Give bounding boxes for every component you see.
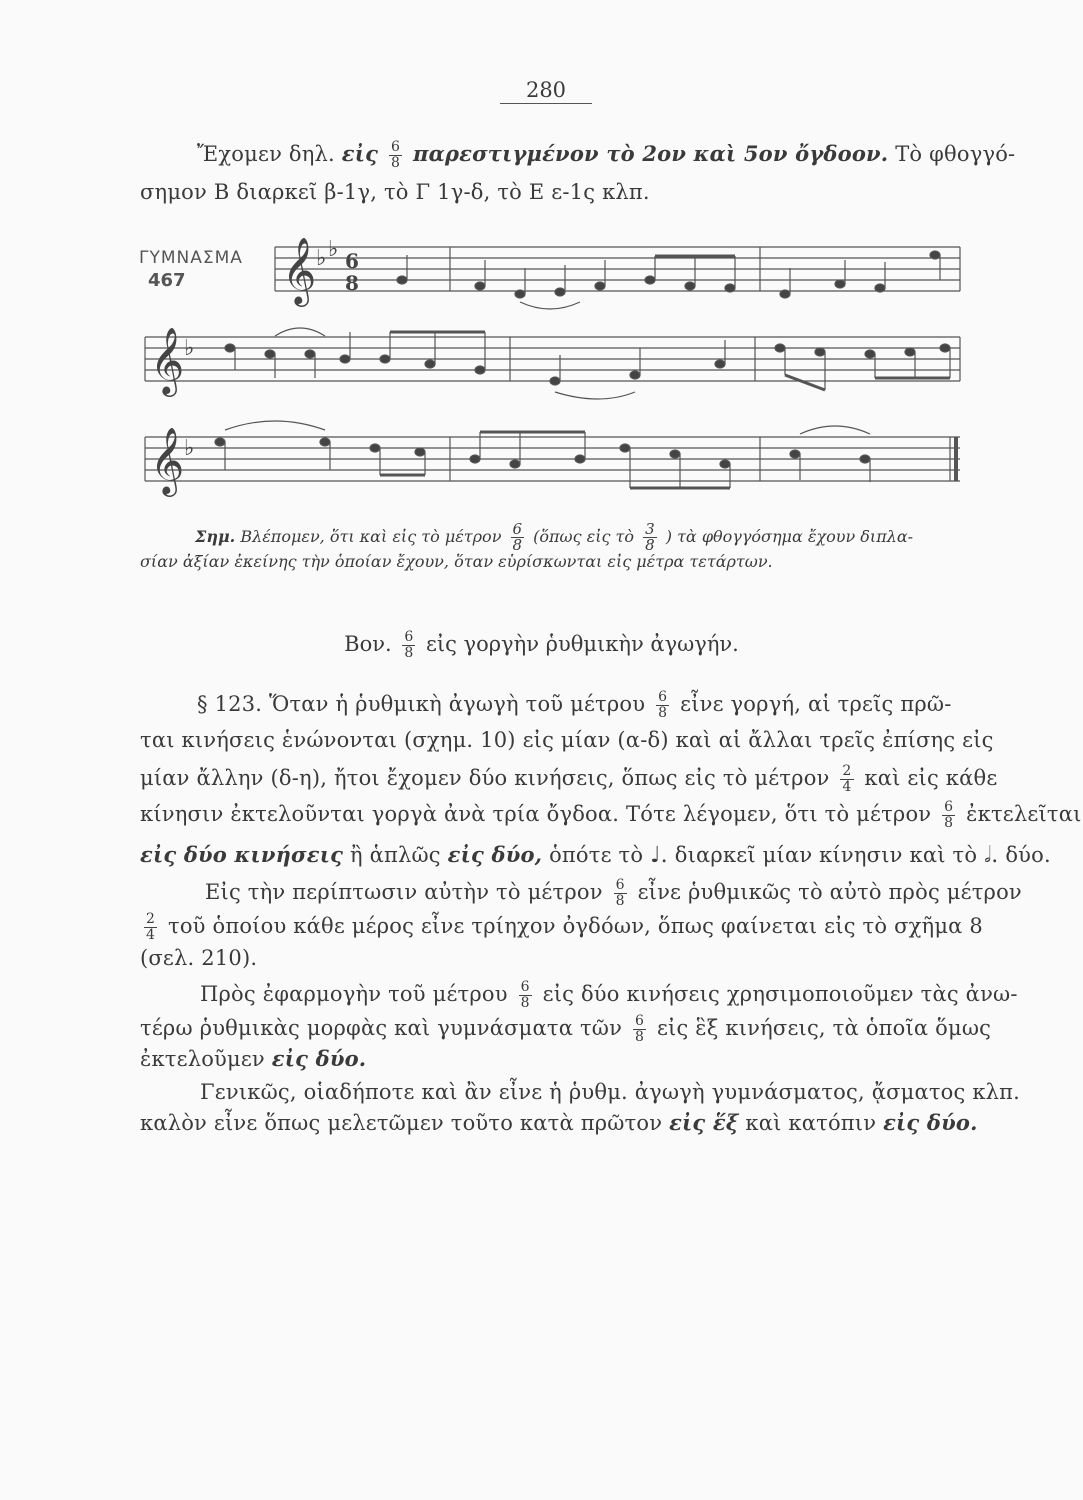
intro-text-b: εἰς — [341, 141, 379, 166]
intro-line-2: σημον Β διαρκεῖ β-1γ, τὸ Γ 1γ-δ, τὸ Ε ε-1ς κλπ. — [140, 180, 650, 204]
frac-den: 8 — [512, 536, 523, 554]
frac-num: 6 — [634, 1013, 645, 1029]
text: εἰς δύο. — [883, 1110, 978, 1135]
dotted-half-note-icon: 𝅗𝅥. — [984, 843, 999, 868]
treble-clef-icon: 𝄞 — [282, 236, 317, 304]
note-fraction-2 — [643, 522, 657, 553]
text: εἰς δύο, — [447, 842, 543, 867]
fraction — [656, 690, 669, 721]
fraction — [144, 912, 157, 943]
svg-text:♭: ♭ — [184, 436, 195, 461]
intro-text-d: Τὸ φθογγό- — [888, 142, 1016, 166]
text: ἢ ἁπλῶς — [343, 843, 448, 867]
svg-text:♭: ♭ — [328, 237, 339, 262]
fraction — [840, 764, 853, 795]
p4-line-2 — [140, 1110, 978, 1135]
frac-den: 8 — [658, 705, 668, 721]
svg-text:♭: ♭ — [316, 246, 327, 271]
p2-line-2 — [140, 912, 983, 943]
frac-num: 2 — [146, 911, 156, 927]
text: εἰς δύο. — [271, 1046, 367, 1071]
exercise-number: 467 — [148, 270, 186, 291]
time-sig-bottom: 8 — [345, 271, 359, 295]
frac-num: 6 — [512, 520, 523, 538]
frac-den: 4 — [842, 779, 852, 795]
text: εἶνε ῥυθμικῶς τὸ αὐτὸ πρὸς μέτρον — [637, 880, 1022, 904]
fraction — [614, 878, 627, 909]
text: μίαν ἄλλην (δ-η), ἤτοι ἔχομεν δύο κινήσεις, ὅπως εἰς τὸ μέτρον — [140, 766, 830, 790]
staff-2 — [145, 326, 960, 399]
frac-den: 8 — [645, 536, 655, 554]
p1-line-1 — [197, 690, 952, 721]
treble-clef-icon: 𝄞 — [150, 326, 185, 394]
frac-den: 8 — [391, 155, 401, 171]
frac-num: 3 — [645, 520, 655, 538]
frac-den: 8 — [404, 645, 414, 661]
p3-line-2 — [140, 1014, 991, 1045]
frac-den: 8 — [520, 995, 530, 1011]
text: εἰς ἓξ κινήσεις, τὰ ὁποῖα ὅμως — [656, 1016, 992, 1040]
staff-3 — [145, 421, 960, 497]
text: κίνησιν ἐκτελοῦνται γοργὰ ἀνὰ τρία ὄγδοα. Τότε λέγομεν, ὅτι τὸ μέτρον — [140, 802, 932, 826]
intro-text-a: Ἔχομεν δηλ. — [197, 142, 342, 166]
p1-line-2: ται κινήσεις ἑνώνονται (σχημ. 10) εἰς μίαν (α-δ) καὶ αἱ ἄλλαι τρεῖς ἐπίσης εἰς — [140, 728, 994, 752]
section-heading — [0, 630, 1083, 661]
note-line-2: σίαν ἀξίαν ἐκείνης τὴν ὁποίαν ἔχουν, ὅταν εὑρίσκωνται εἰς μέτρα τετάρτων. — [140, 552, 773, 571]
frac-num: 6 — [944, 799, 954, 815]
staff-1 — [275, 236, 960, 309]
note-label: Σημ. — [195, 527, 236, 546]
p3-line-1 — [200, 980, 1018, 1011]
p2-line-3: (σελ. 210). — [140, 946, 258, 970]
text: εἰς ἕξ — [669, 1110, 739, 1135]
frac-den: 8 — [615, 893, 625, 909]
note-text-c: ) τὰ φθογγόσημα ἔχουν διπλα- — [665, 527, 914, 546]
p1-line-4 — [140, 800, 1082, 831]
heading-suffix: εἰς γοργὴν ῥυθμικὴν ἀγωγήν. — [425, 632, 739, 656]
frac-num: 6 — [391, 139, 401, 155]
heading-prefix: Βον. — [344, 632, 392, 656]
text: τέρω ῥυθμικὰς μορφὰς καὶ γυμνάσματα τῶν — [140, 1016, 623, 1040]
heading-fraction — [402, 630, 415, 661]
intro-line-1 — [197, 140, 1015, 171]
intro-text-c: παρεστιγμένον τὸ 2ον καὶ 5ον ὄγδοον. — [413, 141, 889, 166]
frac-num: 6 — [615, 877, 625, 893]
text: καλὸν εἶνε ὅπως μελετῶμεν τοῦτο κατὰ πρῶτον — [140, 1111, 670, 1135]
text: εἰς δύο κινήσεις χρησιμοποιοῦμεν τὰς ἀνω- — [542, 982, 1018, 1006]
dotted-quarter-note-icon: ♩. — [650, 843, 668, 868]
text: καὶ κατόπιν — [738, 1111, 884, 1135]
note-text-b: (ὅπως εἰς τὸ — [533, 527, 640, 546]
frac-den: 4 — [146, 927, 156, 943]
text: ἐκτελεῖται — [966, 802, 1082, 826]
text: δύο. — [1005, 843, 1051, 867]
time-sig-top: 6 — [345, 249, 359, 273]
text: Εἰς τὴν περίπτωσιν αὐτὴν τὸ μέτρον — [205, 880, 603, 904]
frac-den: 8 — [634, 1029, 645, 1045]
p3-line-3 — [140, 1046, 366, 1071]
text: Πρὸς ἐφαρμογὴν τοῦ μέτρου — [200, 982, 508, 1006]
p4-line-1: Γενικῶς, οἱαδήποτε καὶ ἂν εἶνε ἡ ῥυθμ. ἀγωγὴ γυμνάσματος, ᾄσματος κλπ. — [200, 1080, 1021, 1104]
frac-num: 6 — [658, 689, 668, 705]
page-number: 280 — [525, 78, 567, 102]
text: ἐκτελοῦμεν — [140, 1047, 272, 1071]
fraction — [942, 800, 955, 831]
note-line-1 — [195, 522, 913, 553]
frac-den: 8 — [944, 815, 954, 831]
frac-num: 6 — [520, 979, 530, 995]
p1-line-3 — [140, 764, 997, 795]
text: ὁπότε τὸ — [542, 843, 644, 867]
note-text-a: Βλέπομεν, ὅτι καὶ εἰς τὸ μέτρον — [235, 527, 507, 546]
text: καὶ εἰς κάθε — [864, 766, 998, 790]
frac-num: 6 — [404, 629, 414, 645]
svg-text:♭: ♭ — [184, 336, 195, 361]
fraction — [633, 1014, 646, 1045]
exercise-label: ΓΥΜΝΑΣΜΑ — [139, 248, 243, 268]
treble-clef-icon: 𝄞 — [150, 426, 185, 494]
intro-fraction — [389, 140, 402, 171]
text: τοῦ ὁποίου κάθε μέρος εἶνε τρίηχον ὀγδόων, ὅπως φαίνεται εἰς τὸ σχῆμα 8 — [168, 914, 983, 938]
note-fraction-1 — [511, 522, 525, 553]
frac-num: 2 — [842, 763, 852, 779]
p1-line-5 — [140, 842, 1051, 868]
text: διαρκεῖ μίαν κίνησιν καὶ τὸ — [674, 843, 978, 867]
text: § 123. Ὅταν ἡ ῥυθμικὴ ἀγωγὴ τοῦ μέτρου — [197, 692, 646, 716]
text: εἰς δύο κινήσεις — [140, 842, 344, 867]
fraction — [519, 980, 532, 1011]
page-number-rule — [500, 103, 592, 104]
text: εἶνε γοργή, αἱ τρεῖς πρῶ- — [680, 692, 952, 716]
p2-line-1 — [205, 878, 1022, 909]
music-score — [130, 220, 970, 520]
